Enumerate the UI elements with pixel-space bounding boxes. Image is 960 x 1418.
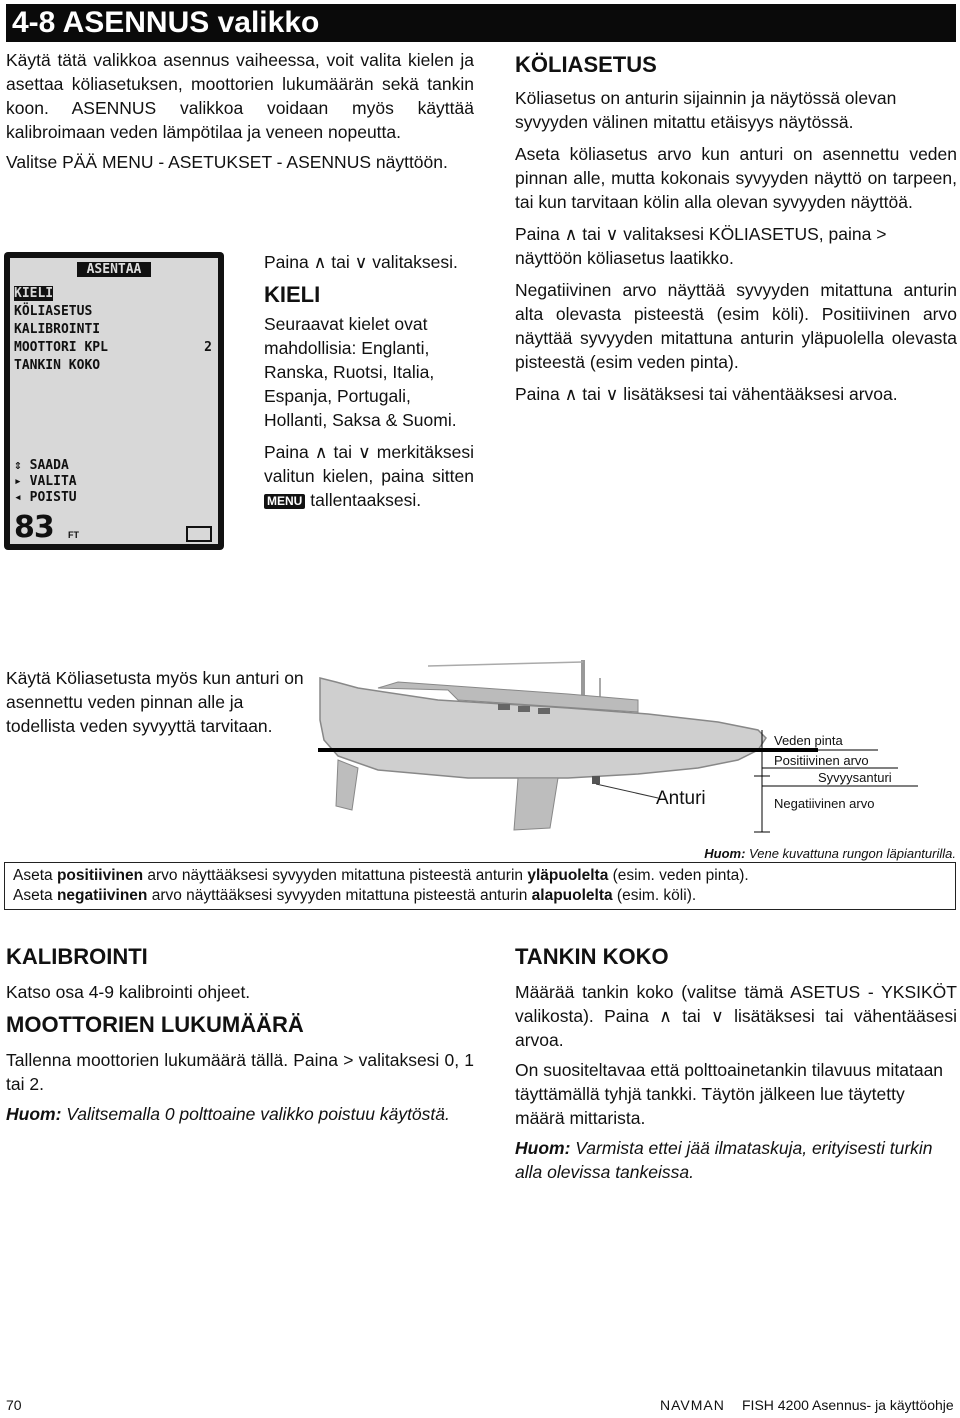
koliasetus-section: [515, 52, 957, 406]
intro-paragraph: Käytä tätä valikkoa asennus vaiheessa, voit valita kielen ja asettaa köliasetuksen, moottorien lukumäärän sekä tankin koon. ASENNUS valikkoa voidaan myös käyttää kalibroimaan veden lämpötilaa ja veneen nopeutta.: [6, 50, 474, 142]
offset-note-box: [4, 862, 956, 910]
screen-menu-item-kalibrointi: KALIBROINTI: [14, 322, 101, 337]
device-screen-display: [10, 258, 218, 544]
transducer-icon: [592, 776, 600, 784]
label-syvyysanturi: Syvyysanturi: [818, 770, 892, 785]
screen-menu-item-tankin: TANKIN KOKO: [14, 358, 101, 373]
intro-section: [6, 48, 474, 174]
tankin-note: Huom: Varmista ettei jää ilmataskuja, erityisesti turkin alla olevissa tankeissa.: [515, 1138, 933, 1182]
screen-title: ASENTAA: [10, 262, 218, 277]
screen-menu-item-moottori: MOOTTORI KPL: [14, 340, 108, 355]
section-header: [6, 4, 956, 42]
screen-menu-item-kieli: KIELI: [14, 286, 54, 301]
label-veden-pinta: Veden pinta: [774, 733, 843, 748]
diagram-note: Huom: Vene kuvattuna rungon läpianturilla.: [704, 846, 956, 861]
koliasetus-p3: Paina ∧ tai ∨ valitaksesi KÖLIASETUS, paina > näyttöön köliasetus laatikko.: [515, 224, 887, 268]
tankin-section: [515, 944, 957, 1184]
kieli-heading: KIELI: [264, 282, 321, 307]
intro-navigation: Valitse PÄÄ MENU - ASETUKSET - ASENNUS näyttöön.: [6, 152, 448, 172]
label-anturi: Anturi: [656, 788, 706, 809]
kieli-select-instruction: Paina ∧ tai ∨ merkitäksesi valitun kielen, paina sitten MENU tallentaaksesi.: [264, 442, 474, 510]
screen-softkey-2: ▸ VALITA: [14, 474, 77, 489]
boat-rudder: [336, 760, 358, 810]
page-number: 70: [6, 1397, 22, 1413]
label-negatiivinen: Negatiivinen arvo: [774, 796, 875, 811]
koliasetus-p1: Köliasetus on anturin sijainnin ja näytössä olevan syvyyden välinen mitattu etäisyys näytössä.: [515, 88, 897, 132]
note-line-positive: Aseta positiivinen arvo näyttääksesi syvyyden mitattuna pisteestä anturin yläpuolelta (esim. veden pinta).: [13, 867, 749, 884]
boat-keel: [514, 778, 558, 830]
kieli-instruction: Paina ∧ tai ∨ valitaksesi.: [264, 252, 458, 272]
device-screen: [4, 252, 224, 550]
battery-icon: [186, 526, 212, 542]
moottorien-heading: MOOTTORIEN LUKUMÄÄRÄ: [6, 1012, 304, 1037]
koliasetus-p5: Paina ∧ tai ∨ lisätäksesi tai vähentääksesi arvoa.: [515, 384, 898, 404]
label-positiivinen: Positiivinen arvo: [774, 753, 869, 768]
tankin-p1: Määrää tankin koko (valitse tämä ASETUS - YKSIKÖT valikosta). Paina ∧ tai ∨ lisätäksesi tai vähentääsesi arvoa.: [515, 982, 957, 1050]
screen-depth-readout: 83: [14, 510, 54, 545]
koliasetus-heading: KÖLIASETUS: [515, 52, 657, 77]
kalibrointi-body: Katso osa 4-9 kalibrointi ohjeet.: [6, 982, 251, 1002]
tankin-heading: TANKIN KOKO: [515, 944, 669, 969]
diagram-side-text: Käytä Köliasetusta myös kun anturi on asennettu veden pinnan alle ja todellista veden syvyyttä tarvitaan.: [6, 668, 304, 736]
kalibrointi-heading: KALIBROINTI: [6, 944, 148, 969]
screen-softkey-1: ⇕ SAADA: [14, 458, 69, 473]
menu-key-icon: MENU: [264, 494, 305, 509]
screen-motor-value: 2: [204, 340, 212, 355]
kieli-body: Seuraavat kielet ovat mahdollisia: Englanti, Ranska, Ruotsi, Italia, Espanja, Portugali, Hollanti, Saksa & Suomi.: [264, 314, 457, 430]
koliasetus-p4: Negatiivinen arvo näyttää syvyyden mitattuna anturin alta olevasta pisteestä (esim köli). Positiivinen arvo näyttää syvyyden mitattuna anturin yläpuolella olevasta pisteestä (esim veden pinta).: [515, 280, 957, 372]
boat-diagram: [318, 660, 960, 844]
screen-softkey-3: ◂ POISTU: [14, 490, 77, 505]
screen-depth-unit: FT: [68, 530, 79, 540]
moottorien-note: Huom: Valitsemalla 0 polttoaine valikko poistuu käytöstä.: [6, 1104, 450, 1124]
screen-menu-item-koliasetus: KÖLIASETUS: [14, 304, 93, 319]
kieli-section: [264, 250, 474, 512]
left-bottom-section: [6, 944, 474, 1126]
page-title: 4-8 ASENNUS valikko: [12, 6, 320, 39]
koliasetus-p2: Aseta köliasetus arvo kun anturi on asennettu veden pinnan alle, mutta kokonais syvyyden näyttö on tarpeen, tai kun tarvitaan kölin alla olevan syvyyden näyttöä.: [515, 144, 957, 212]
tankin-p2: On suositeltavaa että polttoainetankin tilavuus mitataan täyttämällä tyhjä tankki. Täytön jälkeen lue täytetty määrä mittarista.: [515, 1060, 944, 1128]
moottorien-body: Tallenna moottorien lukumäärä tällä. Paina > valitaksesi 0, 1 tai 2.: [6, 1050, 474, 1094]
brand-logo: NAVMAN: [660, 1397, 725, 1413]
footer-title: FISH 4200 Asennus- ja käyttöohje: [742, 1397, 954, 1413]
note-line-negative: Aseta negatiivinen arvo näyttääksesi syvyyden mitattuna pisteestä anturin alapuolelta (esim. köli).: [13, 887, 697, 904]
